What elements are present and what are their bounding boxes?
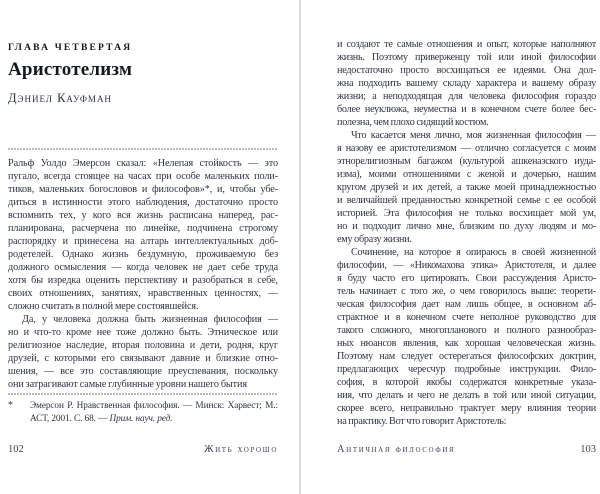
body-text-line: сложно считать в полной мере состоявшейся. xyxy=(8,301,199,312)
body-text-line: софия, в которой якобы содержатся конкретные указа- xyxy=(337,377,596,388)
body-text-line: религиозное наследие, вторая половина и дети, родня, круг xyxy=(8,340,278,351)
chapter-label: ГЛАВА ЧЕТВЕРТАЯ xyxy=(8,43,133,53)
body-text-line: Да, у человека должна быть жизненная философия — xyxy=(22,314,278,325)
body-text-line: философии, — «Никомахова этика» Аристотеля, и далее xyxy=(337,260,596,271)
body-text-line: жизнь. Поэтому приверженцу той или иной философии xyxy=(337,52,596,63)
body-text-line: более неуклюжа, неуместна и в конечном счете более бес- xyxy=(337,104,596,115)
page-number-right: 103 xyxy=(580,444,596,455)
body-text-line: я буду часто его цитировать. Свои рассуждения Аристо- xyxy=(337,273,596,284)
body-text-line: ему образу жизни. xyxy=(337,234,412,245)
body-text-line: Сочинение, на которое я опираюсь в своей жизненной xyxy=(351,247,596,258)
body-text-line: изма), моими отношениями с женой и дочерью, нашим xyxy=(337,169,596,180)
body-text-line: Поэтому нам следует остерегаться философских доктрин, xyxy=(337,351,596,362)
left-page-body xyxy=(8,157,278,391)
body-text-line: но и что-то кроме нее тоже должно быть. Этническое или xyxy=(8,327,278,338)
body-text-line: на практику. Вот что говорит Аристотель: xyxy=(337,416,507,427)
body-text-line: шения, — все это составляющие преуспевания, поскольку xyxy=(8,366,278,377)
body-text-line: предлагающих чересчур подробные инструкции. Фило- xyxy=(337,364,596,375)
body-text-line: и величайшей преданностью конкретной семье с ее особой xyxy=(337,195,596,206)
body-text-line: вспомнить тех, у кого вся жизнь расписана наперед, рас- xyxy=(8,210,278,221)
footnote-text xyxy=(8,400,278,425)
running-title-left: Жить хорошо xyxy=(204,444,278,455)
running-title-right: Античная философия xyxy=(337,444,456,455)
right-page-body xyxy=(337,38,596,428)
body-text-line: ческая философия дает нам лишь общее, в основном аб- xyxy=(337,299,596,310)
left-page-footer xyxy=(8,444,278,455)
body-text-line: историей. Эта философия не только восхищает мой ум, xyxy=(337,208,596,219)
body-text-line: друзей, с которыми его связывают давние и близкие отно- xyxy=(8,353,278,364)
footnote-source: Эмерсон Р. Нравственная философия. — Минск: Харвест; М.: АСТ, 2001. С. 68. — xyxy=(30,401,278,424)
chapter-head xyxy=(8,43,278,106)
body-text-line: хотя бы изредка оценить перспективу и разобраться в себе, xyxy=(8,275,278,286)
body-text-line: пугало, всегда стоящее на часах при особе маленьких поли- xyxy=(8,171,278,182)
body-text-line: этнорелигиозным багажом (культурой ашкеназского иуда- xyxy=(337,156,596,167)
dotted-rule-top xyxy=(8,148,278,150)
right-page-footer xyxy=(337,444,596,455)
body-text-line: родетелей. Однако жизнь бездумную, проживаемую без xyxy=(8,249,278,260)
body-text-line: планирована, расчерчена по линейке, подчинена строгому xyxy=(8,223,278,234)
body-text-line: скорее всего, неправильно трактует меру влияния теории xyxy=(337,403,596,414)
footnote-marker: * xyxy=(8,400,13,411)
body-text-line: недостаточно просто восхищаться ее идеями. Она дол- xyxy=(337,65,596,76)
body-text-line: полезна, чем плохо сидящий костюм. xyxy=(337,117,489,128)
body-text-line: должного осмысления — когда человек не дает себе труда xyxy=(8,262,278,273)
body-text-line: ния, что делать и чего не делать в той или иной ситуации, xyxy=(337,390,596,401)
dotted-rule-footnote xyxy=(8,393,278,395)
body-text-line: тель начинает с того же, о чем говорилось выше: теорети- xyxy=(337,286,596,297)
body-text-line: и создают те самые отношения и опыт, которые наполняют xyxy=(337,39,596,50)
page-number-left: 102 xyxy=(8,444,24,455)
author-name: Дэниел Кауфман xyxy=(8,91,112,105)
body-text-line: Что касается меня лично, моя жизненная философия — xyxy=(351,130,596,141)
footnote xyxy=(8,400,278,425)
chapter-title: Аристотелизм xyxy=(8,59,133,80)
footnote-editor-note: Прим. науч. ред. xyxy=(109,413,173,424)
body-text-line: тиков, маленьких богословов и философов»*, и, чтобы убе- xyxy=(8,184,278,195)
body-text-line: распорядку и принесена на алтарь интеллектуальных доб- xyxy=(8,236,278,247)
body-text-line: кругом друзей и их детей, а также моей принадлежностью xyxy=(337,182,596,193)
body-text-line: диться в истинности этого наблюдения, достаточно просто xyxy=(8,197,278,208)
body-text-line: Ральф Уолдо Эмерсон сказал: «Нелепая стойкость — это xyxy=(8,158,278,169)
body-text-line: они затрагивают самые глубинные уровни нашего бытия xyxy=(8,379,247,390)
body-text-line: ных нюансов явления, как хорошая человеческая жизнь. xyxy=(337,338,596,349)
right-page xyxy=(301,0,600,494)
body-text-line: я назову ее аристотелизмом — отлично согласуется с моим xyxy=(337,143,596,154)
body-text-line: жизни; а неподходящая для человека философия гораздо xyxy=(337,91,596,102)
body-text-line: страктное и в конечном счете неполное руководство для xyxy=(337,312,596,323)
left-page xyxy=(0,0,299,494)
body-text-line: но и подходит лично мне, близким по духу людям и мо- xyxy=(337,221,596,232)
body-text-line: такого сложного, многопланового и полного разнообраз- xyxy=(337,325,596,336)
body-text-line: своих отношениях, занятиях, нравственных ценностях, — xyxy=(8,288,278,299)
body-text-line: жна подходить вашему складу характера и вашему образу xyxy=(337,78,596,89)
